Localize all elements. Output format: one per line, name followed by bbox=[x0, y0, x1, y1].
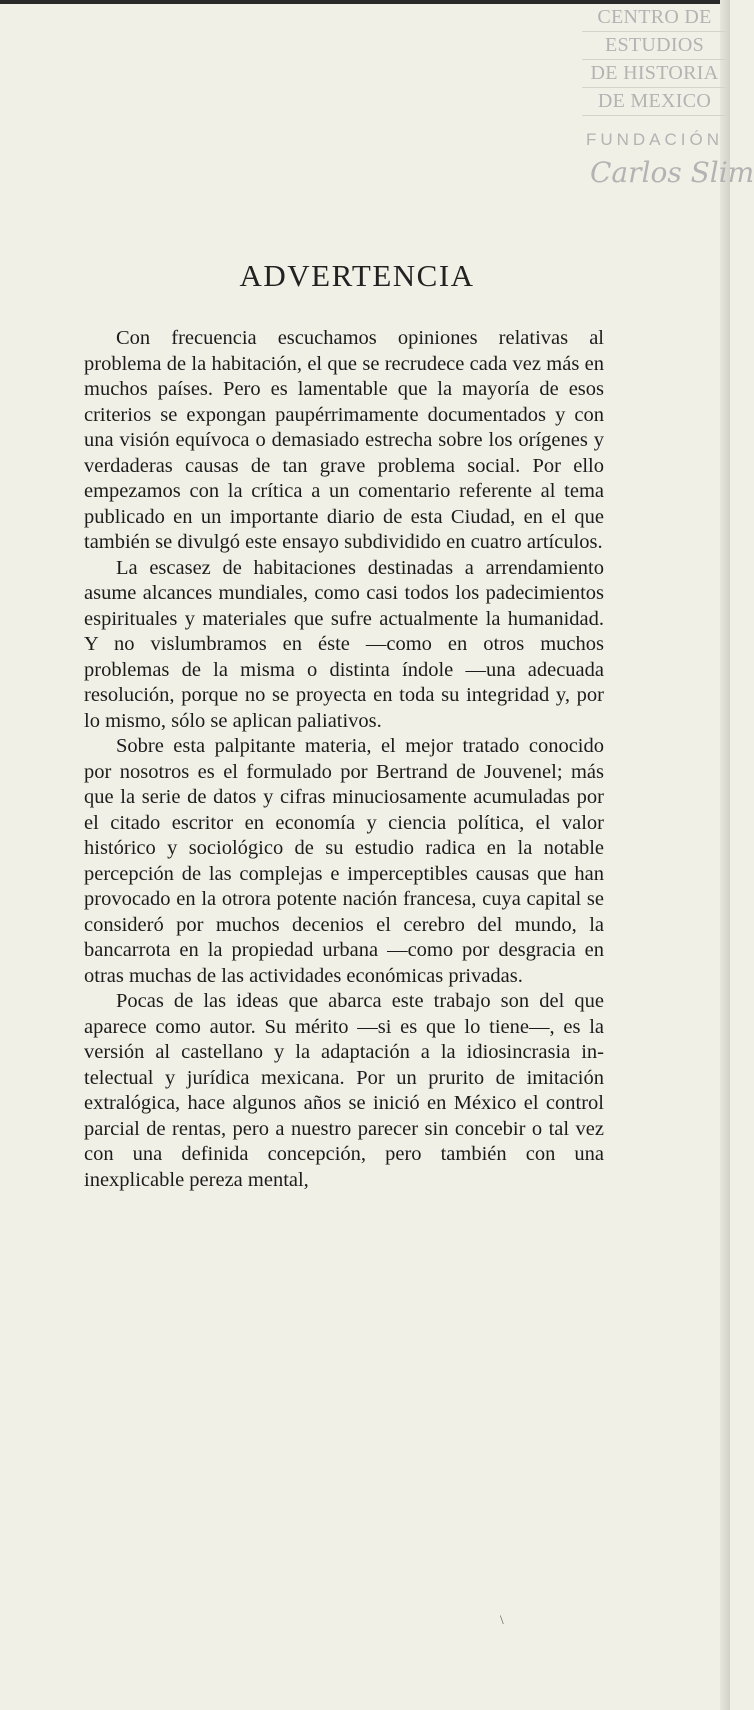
paragraph: Sobre esta palpitante materia, el mejor tratado conocido por nosotros es el formulado por Bertrand de Jouvenel; más que la serie de datos y cifras minuciosamente acumuladas por el citado escritor en economía y ciencia política, el valor histórico y sociológico de su estudio radica en la notable percepción de las complejas e imperceptibles causas que han provocado en la otrora potente nación francesa, cuya capital se consideró por muchos decenios el cerebro del mundo, la bancarrota en la propiedad urbana —como por desgracia en otras muchas de las actividades económicas privadas. bbox=[84, 735, 604, 987]
watermark-line: DE MEXICO bbox=[582, 88, 727, 116]
watermark-signature: Carlos Slim bbox=[590, 156, 754, 189]
watermark-foundation: FUNDACIÓN bbox=[585, 130, 724, 149]
body-text bbox=[84, 326, 604, 1193]
archive-watermark bbox=[582, 4, 754, 189]
watermark-line: CENTRO DE bbox=[582, 4, 727, 32]
watermark-line: ESTUDIOS bbox=[582, 32, 727, 60]
paragraph: Pocas de las ideas que abarca este trabajo son del que aparece como autor. Su mérito —si es que lo tiene—, es la versión al castellano y la adaptación a la idiosincrasia intelectual y jurídica mexicana. Por un prurito de imitación extralógica, hace algunos años se inició en México el control parcial de rentas, pero a nuestro parecer sin concebir o tal vez con una definida concepción, pero también con una inexplicable pereza mental, bbox=[84, 990, 604, 1191]
paragraph: La escasez de habitaciones destinadas a arrendamiento asume alcances mundiales, como casi todos los padecimientos espirituales y materiales que sufre actualmente la humanidad. Y no vislumbramos en éste —como en otros muchos problemas de la misma o distinta índole —una adecuada resolución, porque no se proyecta en toda su integridad y, por lo mismo, sólo se aplican paliativos. bbox=[84, 556, 604, 732]
paragraph: Con frecuencia escuchamos opiniones relativas al problema de la habitación, el que se recrudece cada vez más en muchos países. Pero es lamentable que la mayoría de esos criterios se expongan paupérrimamente documentados y con una visión equívoca o demasiado estrecha sobre los orígenes y verdaderas causas de tan grave problema social. Por ello empezamos con la crítica a un comentario referente al tema publicado en un importante diario de esta Ciudad, en el que también se divulgó este ensayo subdividido en cuatro artículos. bbox=[84, 327, 604, 553]
page-title: ADVERTENCIA bbox=[239, 258, 475, 293]
watermark-line: DE HISTORIA bbox=[582, 60, 727, 88]
paper-speck: \ bbox=[500, 1612, 504, 1627]
page-right-edge bbox=[720, 0, 730, 1710]
